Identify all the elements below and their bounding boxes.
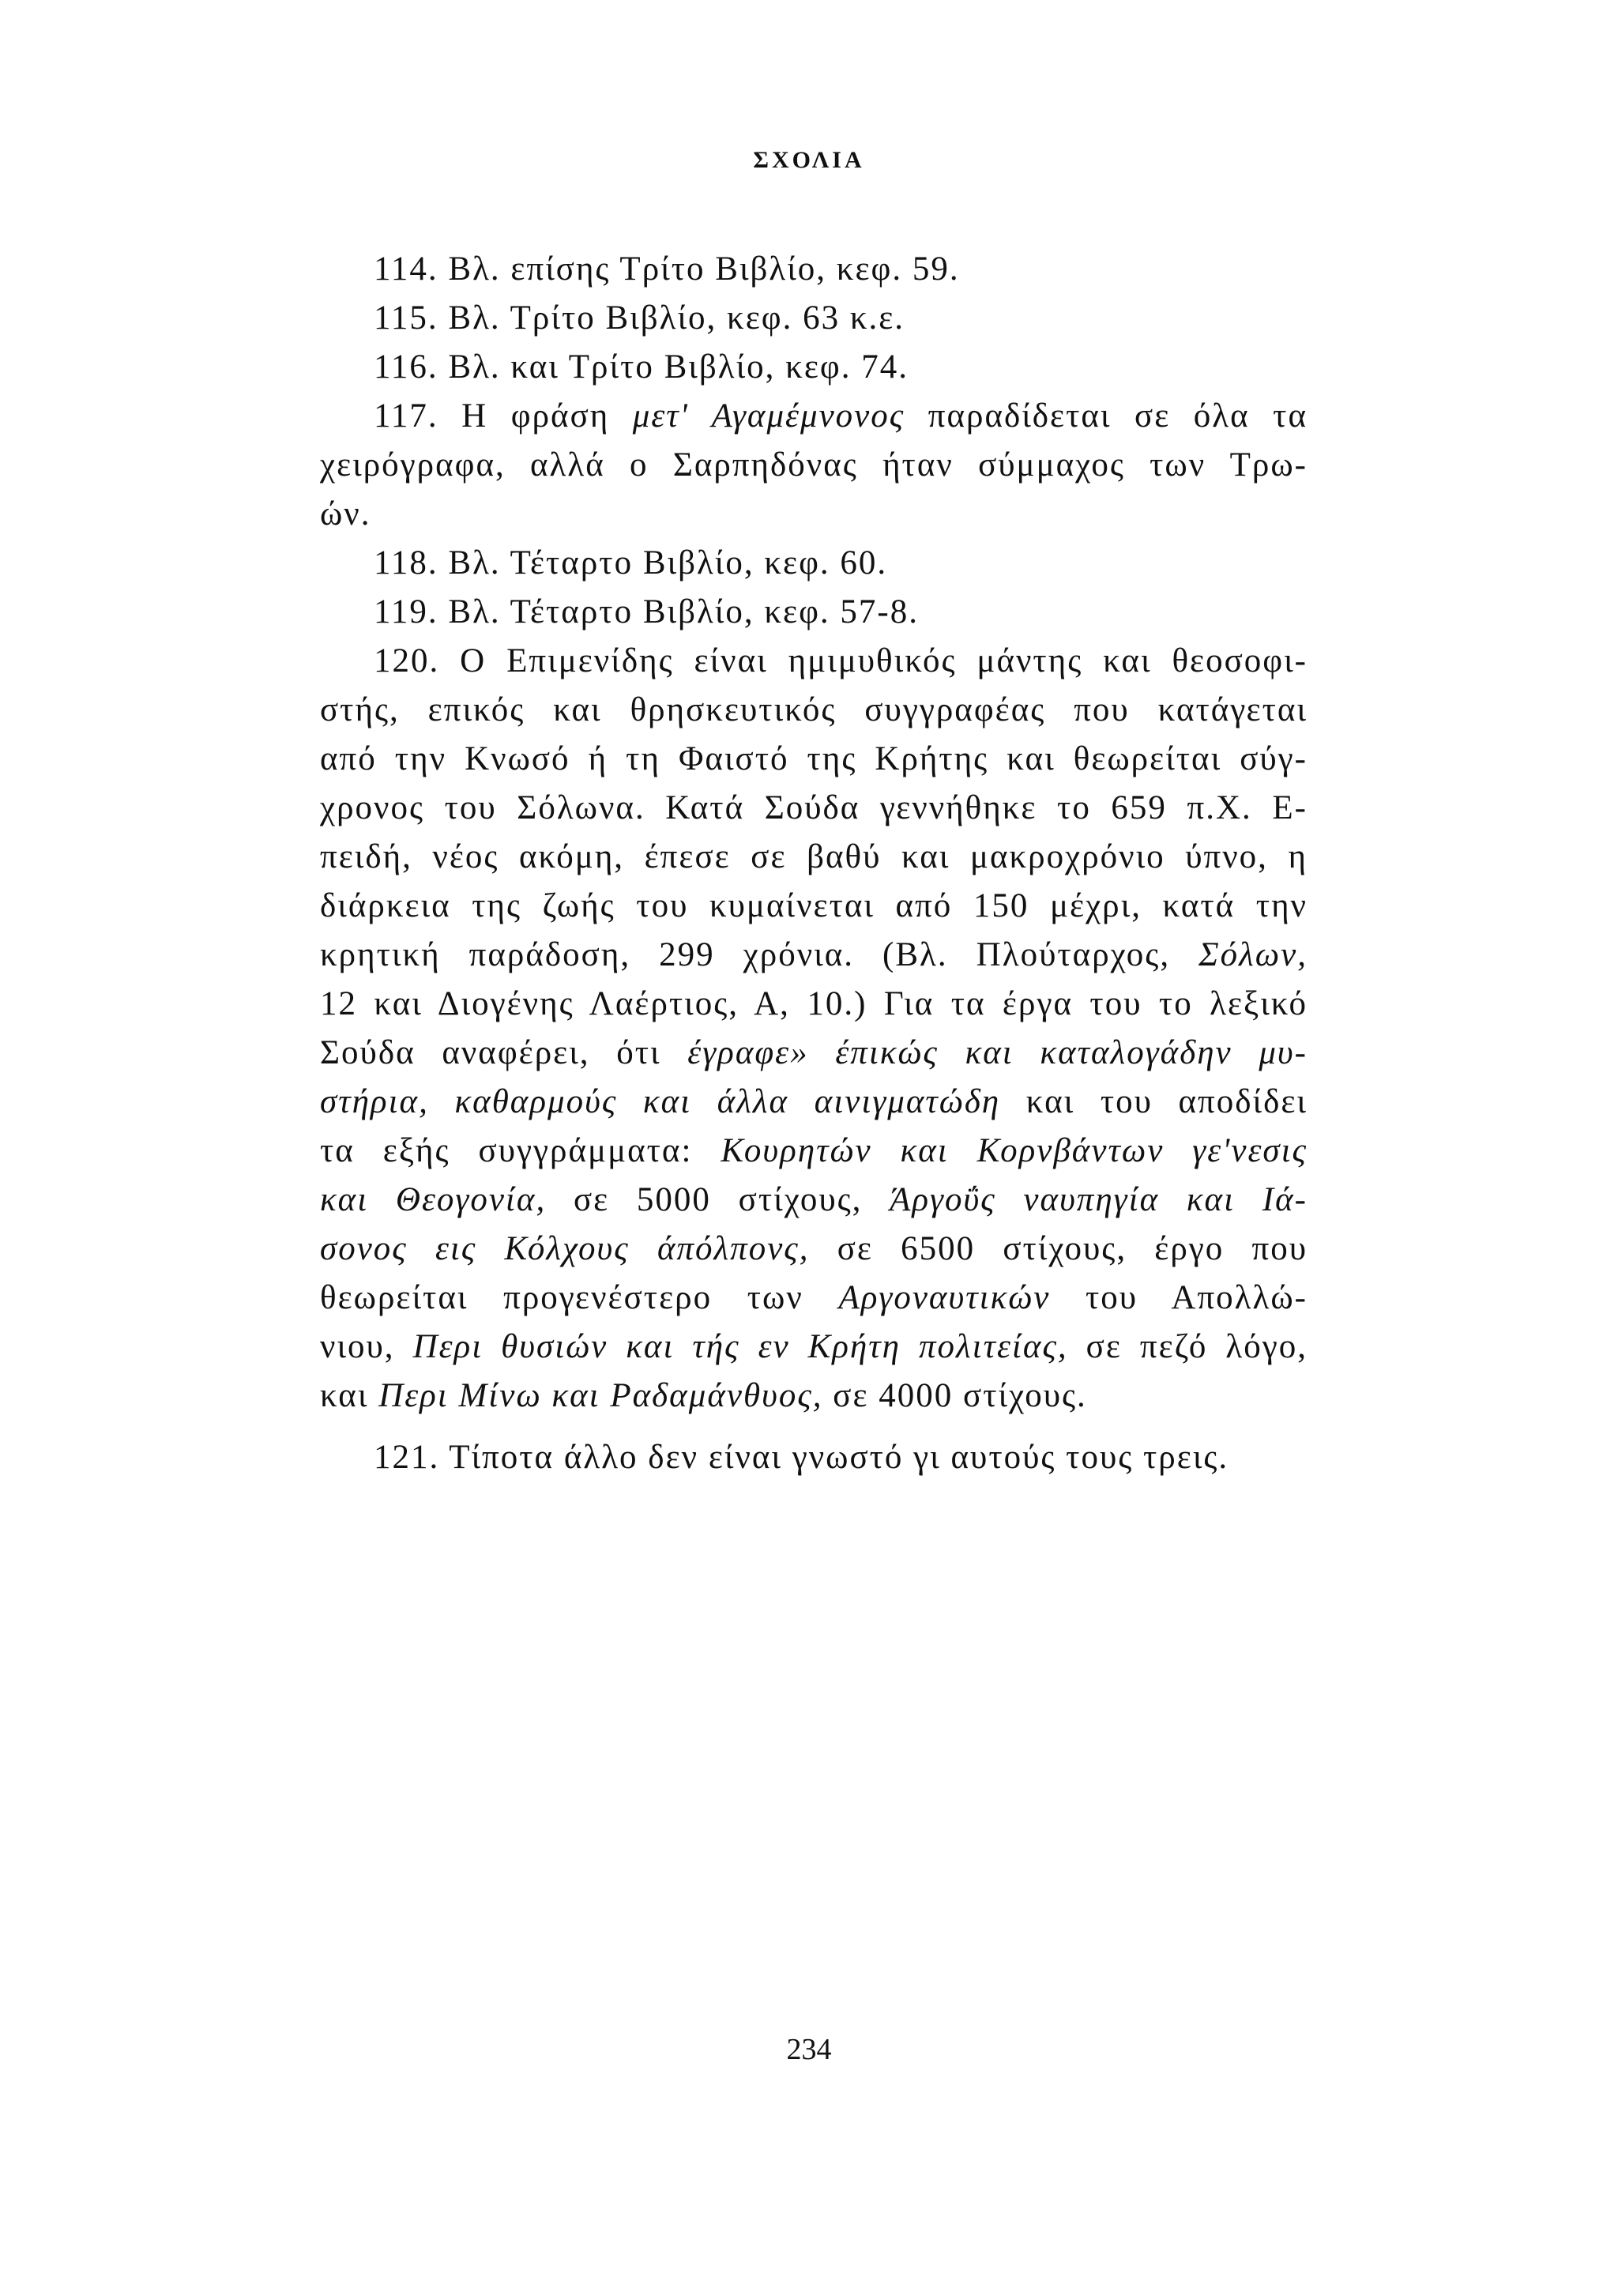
note-119: 119. Βλ. Τέταρτο Βιβλίο, κεφ. 57-8. — [374, 593, 919, 630]
note-120-line: και Θεογονία, σε 5000 στίχους, Άργοΰς ναυπηγία και Ιά- — [320, 1181, 1308, 1218]
note-120-line: κρητική παράδοση, 299 χρόνια. (Βλ. Πλούταρχος, Σόλων, — [320, 936, 1308, 973]
note-120-line: 120. Ο Επιμενίδης είναι ημιμυθικός μάντης και θεοσοφι- — [374, 642, 1308, 679]
note-120-line: θεωρείται προγενέστερο των Αργοναυτικών του Απολλώ- — [320, 1279, 1308, 1316]
note-120-line: χρονος του Σόλωνα. Κατά Σούδα γεννήθηκε το 659 π.Χ. Ε- — [320, 789, 1308, 826]
page-header: ΣΧΟΛΙΑ — [753, 147, 865, 173]
note-114: 114. Βλ. επίσης Τρίτο Βιβλίο, κεφ. 59. — [374, 250, 960, 288]
note-120-line: τα εξής συγγράμματα: Κουρητών και Κορνβάντων γε'νεσις — [320, 1132, 1308, 1169]
note-115: 115. Βλ. Τρίτο Βιβλίο, κεφ. 63 κ.ε. — [374, 299, 905, 337]
note-120-line: νιου, Περι θυσιών και τής εν Κρήτη πολιτείας, σε πεζό λόγο, — [320, 1328, 1308, 1365]
note-120-line: σονος εις Κόλχους άπόλπονς, σε 6500 στίχους, έργο που — [320, 1230, 1308, 1267]
note-117-line: χειρόγραφα, αλλά ο Σαρπηδόνας ήταν σύμμαχος των Τρω- — [320, 446, 1308, 484]
note-117-line: ών. — [320, 495, 371, 533]
note-120-line: 12 και Διογένης Λαέρτιος, Α, 10.) Για τα έργα του το λεξικό — [320, 985, 1308, 1022]
note-120-line: Σούδα αναφέρει, ότι έγραφε» έπικώς και καταλογάδην μυ- — [320, 1034, 1308, 1071]
note-118: 118. Βλ. Τέταρτο Βιβλίο, κεφ. 60. — [374, 544, 888, 582]
note-117-line: 117. Η φράση μετ' Αγαμέμνονος παραδίδεται σε όλα τα — [374, 397, 1308, 435]
note-120-line: διάρκεια της ζωής του κυμαίνεται από 150 μέχρι, κατά την — [320, 887, 1308, 924]
note-120-line: πειδή, νέος ακόμη, έπεσε σε βαθύ και μακροχρόνιο ύπνο, η — [320, 838, 1308, 875]
page-number: 234 — [786, 2033, 832, 2066]
note-121: 121. Τίποτα άλλο δεν είναι γνωστό γι αυτούς τους τρεις. — [374, 1439, 1229, 1476]
note-120-line: στήρια, καθαρμούς και άλλα αινιγματώδη και του αποδίδει — [320, 1083, 1308, 1120]
note-120-line: στής, επικός και θρησκευτικός συγγραφέας που κατάγεται — [320, 691, 1308, 728]
note-116: 116. Βλ. και Τρίτο Βιβλίο, κεφ. 74. — [374, 348, 909, 386]
note-120-line: και Περι Μίνω και Ραδαμάνθυος, σε 4000 στίχους. — [320, 1377, 1087, 1414]
note-120-line: από την Κνωσό ή τη Φαιστό της Κρήτης και θεωρείται σύγ- — [320, 740, 1308, 777]
